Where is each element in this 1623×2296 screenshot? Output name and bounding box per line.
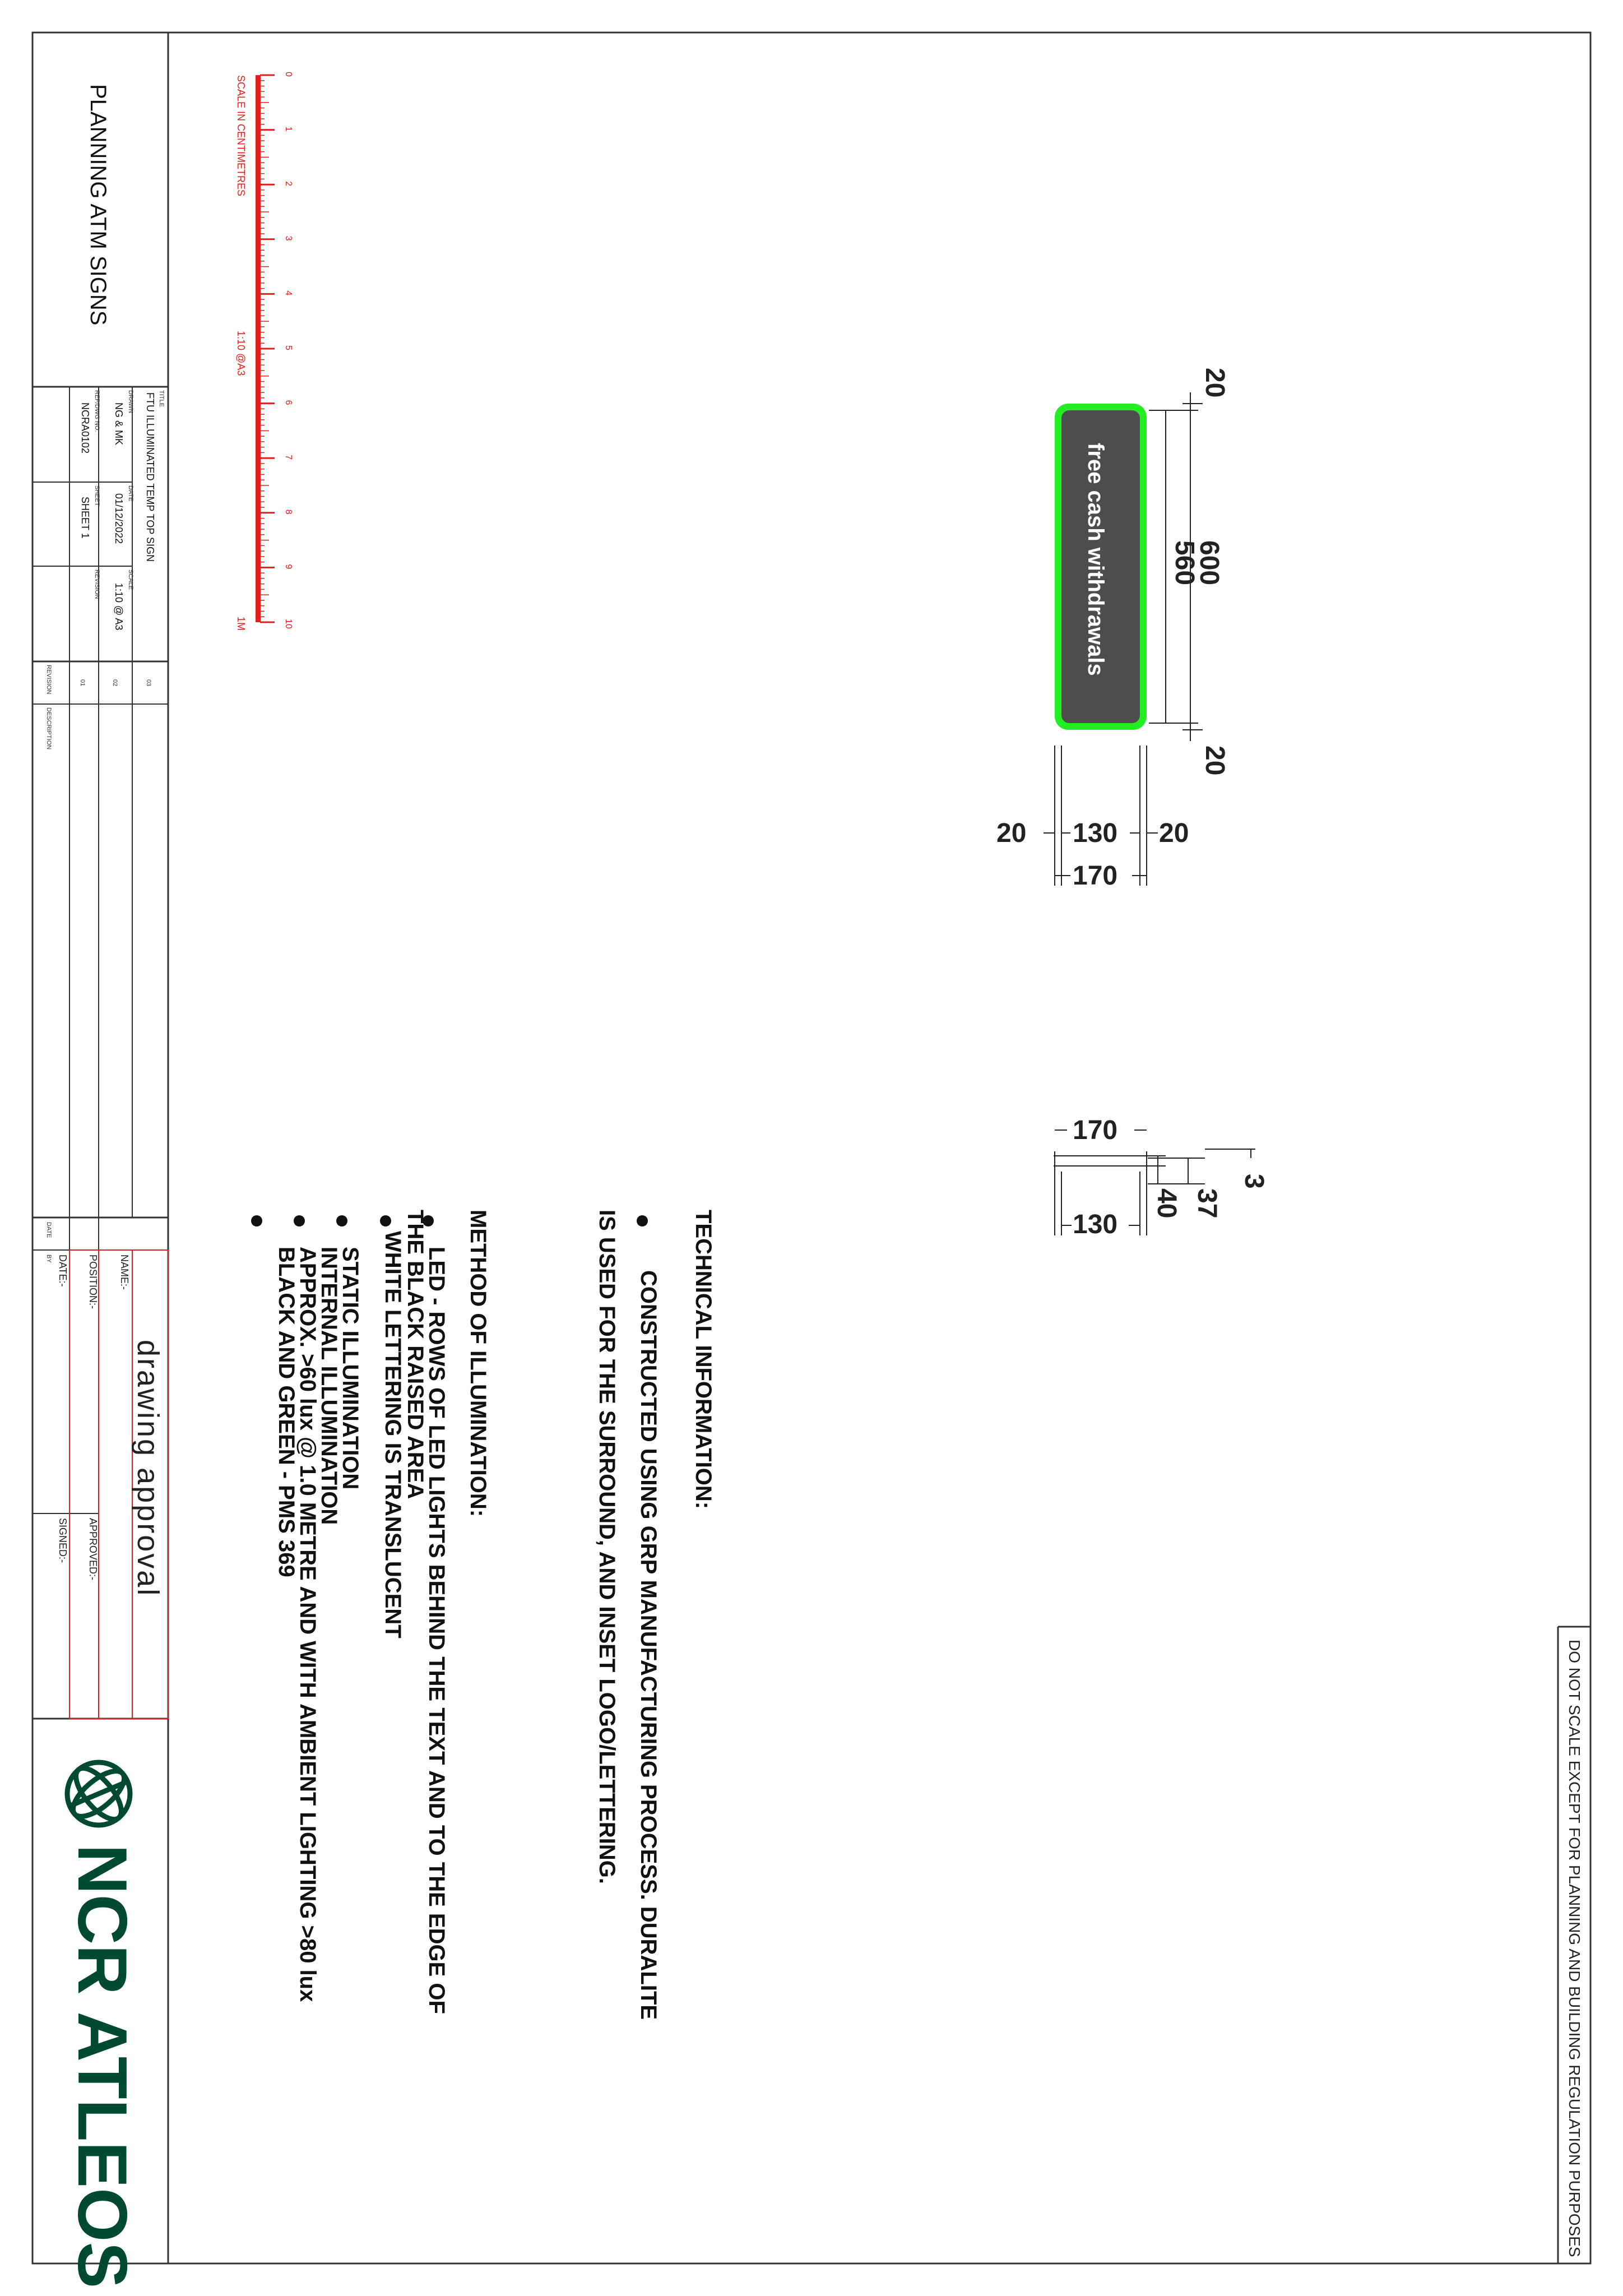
revision-col-header: REVISION [45, 665, 52, 695]
dim-front-overall: 600 [1194, 540, 1224, 586]
technical-info [251, 1210, 716, 2020]
tech-construction-line: CONSTRUCTED USING GRP MANUFACTURING PROCESS. DURALITE [636, 1270, 661, 2020]
approval-signed: SIGNED:- [57, 1518, 68, 1563]
bullet-icon [251, 1215, 262, 1226]
scale-tick-label: 5 [284, 345, 293, 350]
ref-label: REF/DWG NO. [94, 390, 100, 432]
scale-tick-label: 1 [284, 126, 293, 132]
date-label: DATE [127, 485, 134, 502]
illumination-bullet: INTERNAL ILLUMINATION [317, 1247, 341, 1525]
revision-row: 02 [112, 679, 118, 687]
dim-width-left: 20 [996, 818, 1027, 848]
method-heading: METHOD OF ILLUMINATION: [466, 1210, 490, 1517]
title-label: TITLE [158, 390, 165, 407]
bullet-icon [294, 1215, 305, 1226]
led-line: WHITE LETTERING IS TRANSLUCENT [381, 1231, 405, 1638]
dim-front-inner: 560 [1170, 540, 1199, 586]
drawing-title: FTU ILLUMINATED TEMP TOP SIGN [145, 392, 156, 562]
led-line: THE BLACK RAISED AREA [403, 1210, 428, 1499]
dim-front-bottom: 20 [1200, 746, 1230, 776]
sheet-border [33, 33, 1590, 2263]
bullet-icon [637, 1215, 648, 1226]
scale-tick-label: 7 [284, 455, 293, 460]
scale-bar-ratio: 1:10 @A3 [235, 331, 247, 376]
approval-name: NAME:- [119, 1255, 130, 1290]
scale-tick-label: 3 [284, 235, 293, 241]
drawn-value: NG & MK [113, 402, 124, 446]
approval-position: POSITION:- [87, 1255, 99, 1309]
globe-icon [66, 1761, 132, 1827]
scale-bar-line [256, 75, 261, 622]
bullet-icon [380, 1215, 391, 1226]
date-value: 01/12/2022 [113, 493, 124, 544]
scale-tick-label: 9 [284, 564, 293, 570]
illumination-bullet: APPROX. >60 lux @ 1.0 METRE AND WITH AMBIENT LIGHTING >80 lux [295, 1247, 320, 2002]
approval-date: DATE:- [57, 1255, 68, 1287]
notice-text: DO NOT SCALE EXCEPT FOR PLANNING AND BUILDING REGULATION PURPOSES [1566, 1640, 1583, 2257]
by-col-header: BY [45, 1255, 52, 1263]
scale-tick-label: 6 [284, 400, 293, 405]
dim-section-inner: 130 [1073, 1210, 1118, 1239]
scale-bar-end-label: 1M [235, 617, 247, 631]
dim-front-top: 20 [1200, 368, 1230, 398]
dim-section-overall: 170 [1073, 1115, 1118, 1145]
dim-width-overall: 170 [1073, 861, 1118, 891]
dim-section-d2: 37 [1192, 1188, 1222, 1219]
scale-tick-label: 4 [284, 290, 293, 296]
tech-construction-line: IS USED FOR THE SURROUND, AND INSET LOGO/LETTERING. [595, 1210, 619, 1885]
scale-tick-label: 8 [284, 509, 293, 515]
ref-value: NCRA0102 [80, 402, 91, 454]
dim-width-right: 20 [1159, 818, 1189, 848]
scale-tick-label: 10 [284, 619, 293, 629]
date-col-header: DATE [45, 1222, 52, 1238]
scale-tick-label: 2 [284, 181, 293, 187]
dim-width-middle: 130 [1073, 818, 1118, 848]
scale-bar-caption: SCALE IN CENTIMETRES [235, 75, 247, 197]
tech-heading: TECHNICAL INFORMATION: [691, 1210, 716, 1510]
drawn-label: DRAWN [127, 390, 134, 414]
revision-label: REVISION [94, 570, 100, 599]
dim-section-d1: 3 [1239, 1174, 1269, 1189]
scale-label: SCALE [127, 570, 134, 590]
sign-text: free cash withdrawals [1083, 443, 1108, 676]
sheet-value: SHEET 1 [80, 497, 91, 539]
scale-bar [256, 72, 293, 629]
dim-section-d3: 40 [1152, 1188, 1181, 1219]
approval-approved: APPROVED:- [87, 1518, 99, 1581]
approval-heading: drawing approval [131, 1340, 165, 1598]
scale-tick-label: 0 [284, 72, 293, 77]
sheet-label: SHEET [94, 485, 100, 506]
illumination-bullet: BLACK AND GREEN - PMS 369 [274, 1247, 299, 1577]
project-title: PLANNING ATM SIGNS [86, 84, 110, 326]
scale-value: 1:10 @ A3 [113, 583, 124, 631]
revision-row: 03 [145, 679, 152, 687]
bullet-icon [336, 1215, 347, 1226]
led-line: LED - ROWS OF LED LIGHTS BEHIND THE TEXT AND TO THE EDGE OF [424, 1247, 449, 2014]
description-col-header: DESCRIPTION [45, 707, 52, 750]
illumination-bullet: STATIC ILLUMINATION [338, 1247, 363, 1490]
logo-wordmark: NCR ATLEOS [63, 1844, 141, 2289]
revision-row: 01 [79, 679, 86, 687]
